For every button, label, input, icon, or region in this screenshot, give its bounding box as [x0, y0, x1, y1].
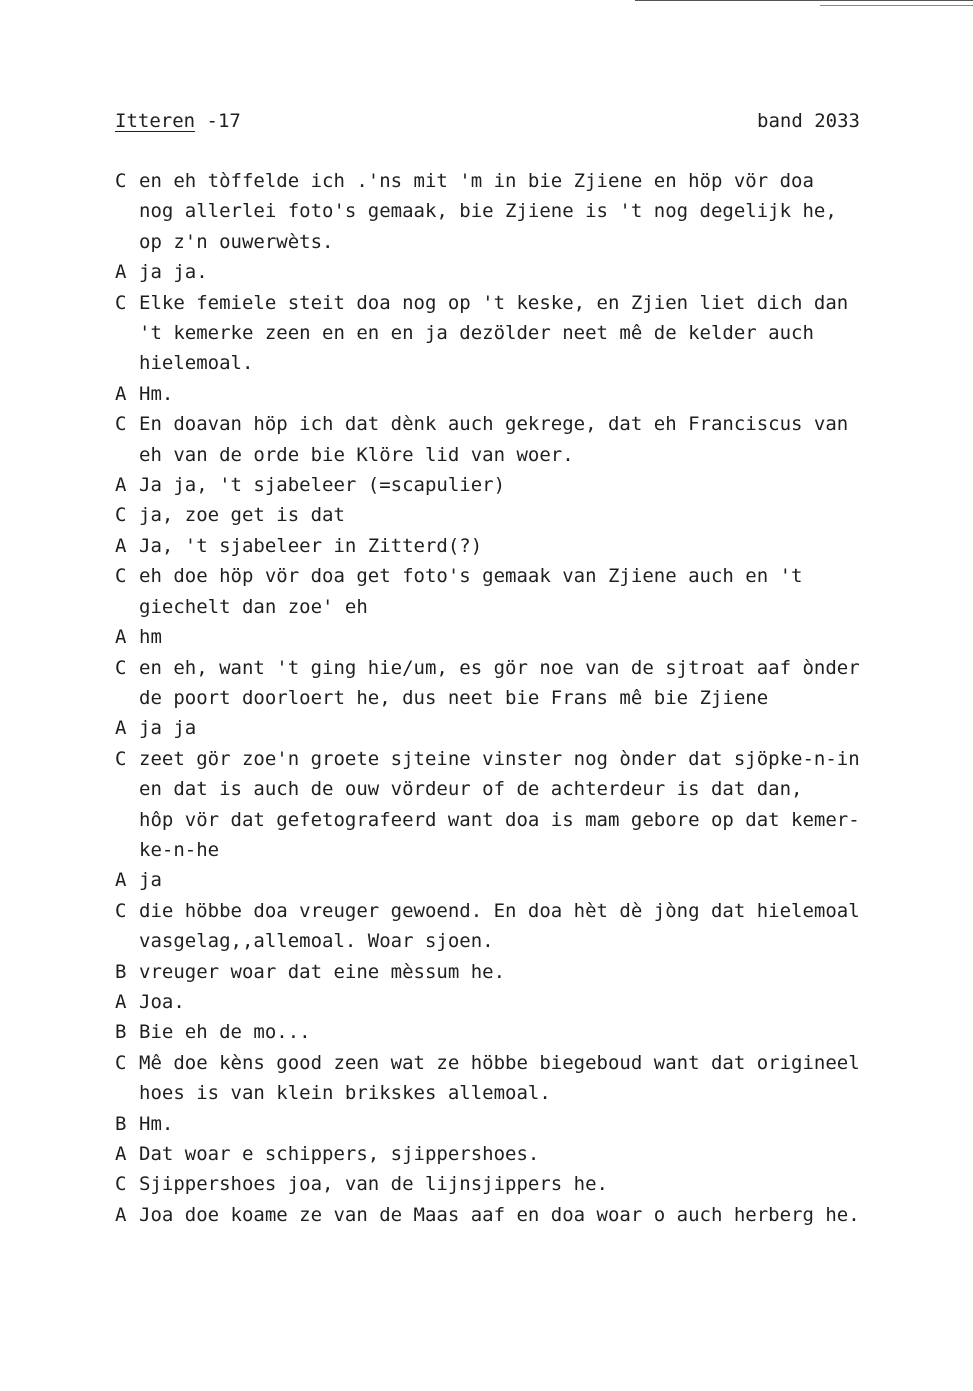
turn-text [139, 653, 935, 714]
text-line: vasgelag,,allemoal. Woar sjoen. [139, 930, 494, 953]
page-number: -17 [195, 110, 241, 132]
turn-text [139, 957, 935, 987]
transcript-turn [115, 1109, 935, 1139]
speaker-label: A [115, 382, 127, 405]
turn-text [139, 1017, 935, 1047]
transcript-turn [115, 470, 935, 500]
speaker-label: A [115, 717, 127, 740]
transcript-turn [115, 561, 935, 622]
speaker-label: A [115, 626, 127, 649]
turn-text [139, 561, 935, 622]
turn-text [139, 987, 935, 1017]
transcript-turn [115, 531, 935, 561]
turn-text [139, 288, 935, 379]
turn-text [139, 896, 935, 957]
transcript-turn [115, 1200, 935, 1230]
text-line: Sjippershoes joa, van de lijnsjippers he. [139, 1173, 608, 1196]
speaker-label: A [115, 1203, 127, 1226]
speaker-label: B [115, 1112, 127, 1135]
text-line: eh van de orde bie Klöre lid van woer. [139, 443, 574, 466]
turn-text [139, 865, 935, 895]
transcript [115, 166, 935, 1230]
text-line: ja ja [139, 717, 197, 740]
speaker-label: C [115, 413, 127, 436]
text-line: hielemoal. [139, 352, 254, 375]
turn-text [139, 1048, 935, 1109]
text-line: hôp vör dat gefetografeerd want doa is mam gebore op dat kemer- [139, 808, 860, 831]
text-line: en eh, want 't ging hie/um, es gör noe van de sjtroat aaf ònder [139, 656, 860, 679]
text-line: Joa doe koame ze van de Maas aaf en doa woar o auch herberg he. [139, 1203, 860, 1226]
transcript-turn [115, 1017, 935, 1047]
text-line: ja [139, 869, 162, 892]
page-header [115, 110, 860, 136]
transcript-turn [115, 1048, 935, 1109]
text-line: Mê doe kèns good zeen wat ze höbbe biegeboud want dat origineel [139, 1051, 860, 1074]
band-number: band 2033 [757, 110, 860, 132]
text-line: Hm. [139, 1112, 174, 1135]
header-place [115, 110, 241, 132]
speaker-label: C [115, 565, 127, 588]
transcript-turn [115, 379, 935, 409]
transcript-turn [115, 987, 935, 1017]
transcript-turn [115, 744, 935, 866]
speaker-label: A [115, 534, 127, 557]
text-line: Bie eh de mo... [139, 1021, 311, 1044]
text-line: Elke femiele steit doa nog op 't keske, en Zjien liet dich dan [139, 291, 849, 314]
speaker-label: C [115, 656, 127, 679]
text-line: Joa. [139, 990, 185, 1013]
speaker-label: C [115, 1173, 127, 1196]
text-line: die höbbe doa vreuger gewoend. En doa hèt dè jòng dat hielemoal [139, 899, 860, 922]
turn-text [139, 500, 935, 530]
transcript-turn [115, 288, 935, 379]
speaker-label: A [115, 261, 127, 284]
top-rule [635, 0, 973, 1]
speaker-label: A [115, 990, 127, 1013]
transcript-turn [115, 257, 935, 287]
speaker-label: B [115, 960, 127, 983]
turn-text [139, 531, 935, 561]
text-line: giechelt dan zoe' eh [139, 595, 368, 618]
transcript-turn [115, 622, 935, 652]
speaker-label: A [115, 869, 127, 892]
transcript-turn [115, 896, 935, 957]
speaker-label: A [115, 1143, 127, 1165]
transcript-turn [115, 166, 935, 257]
text-line: zeet gör zoe'n groete sjteine vinster nog ònder dat sjöpke-n-in [139, 747, 860, 770]
turn-text [139, 1200, 935, 1230]
turn-text [139, 257, 935, 287]
turn-text [139, 470, 935, 500]
text-line: de poort doorloert he, dus neet bie Frans mê bie Zjiene [139, 686, 769, 709]
text-line: eh doe höp vör doa get foto's gemaak van Zjiene auch en 't [139, 565, 803, 588]
text-line: ja ja. [139, 261, 208, 284]
speaker-label: C [115, 1051, 127, 1074]
text-line: Hm. [139, 382, 174, 405]
speaker-label: C [115, 170, 127, 192]
transcript-turn [115, 409, 935, 470]
turn-text [139, 1169, 935, 1199]
transcript-turn [115, 500, 935, 530]
turn-text [139, 379, 935, 409]
transcript-turn [115, 1139, 935, 1169]
top-rule-secondary [820, 5, 973, 6]
text-line: Ja, 't sjabeleer in Zitterd(?) [139, 534, 483, 557]
text-line: 't kemerke zeen en en en ja dezölder neet mê de kelder auch [139, 322, 814, 345]
turn-text [139, 622, 935, 652]
text-line: hoes is van klein brikskes allemoal. [139, 1082, 551, 1105]
speaker-label: A [115, 474, 127, 497]
text-line: en dat is auch de ouw vördeur of de achterdeur is dat dan, [139, 778, 803, 801]
place-name: Itteren [115, 110, 196, 132]
turn-text [139, 1109, 935, 1139]
text-line: hm [139, 626, 162, 649]
transcript-turn [115, 865, 935, 895]
turn-text [139, 166, 935, 257]
text-line: ja, zoe get is dat [139, 504, 345, 527]
speaker-label: C [115, 899, 127, 922]
transcript-turn [115, 713, 935, 743]
speaker-label: C [115, 291, 127, 314]
turn-text [139, 713, 935, 743]
text-line: En doavan höp ich dat dènk auch gekrege, dat eh Franciscus van [139, 413, 849, 436]
turn-text [139, 409, 935, 470]
speaker-label: C [115, 504, 127, 527]
text-line: vreuger woar dat eine mèssum he. [139, 960, 506, 983]
transcript-turn [115, 1169, 935, 1199]
speaker-label: C [115, 747, 127, 770]
text-line: Ja ja, 't sjabeleer (=scapulier) [139, 474, 506, 497]
text-line: en eh tòffelde ich .'ns mit 'm in bie Zjiene en höp vör doa [139, 170, 814, 192]
transcript-turn [115, 957, 935, 987]
turn-text [139, 1139, 935, 1169]
text-line: nog allerlei foto's gemaak, bie Zjiene is 't nog degelijk he, [139, 200, 837, 223]
text-line: ke-n-he [139, 838, 220, 861]
speaker-label: B [115, 1021, 127, 1044]
transcript-turn [115, 653, 935, 714]
text-line: op z'n ouwerwèts. [139, 230, 334, 253]
turn-text [139, 744, 935, 866]
text-line: Dat woar e schippers, sjippershoes. [139, 1143, 540, 1165]
